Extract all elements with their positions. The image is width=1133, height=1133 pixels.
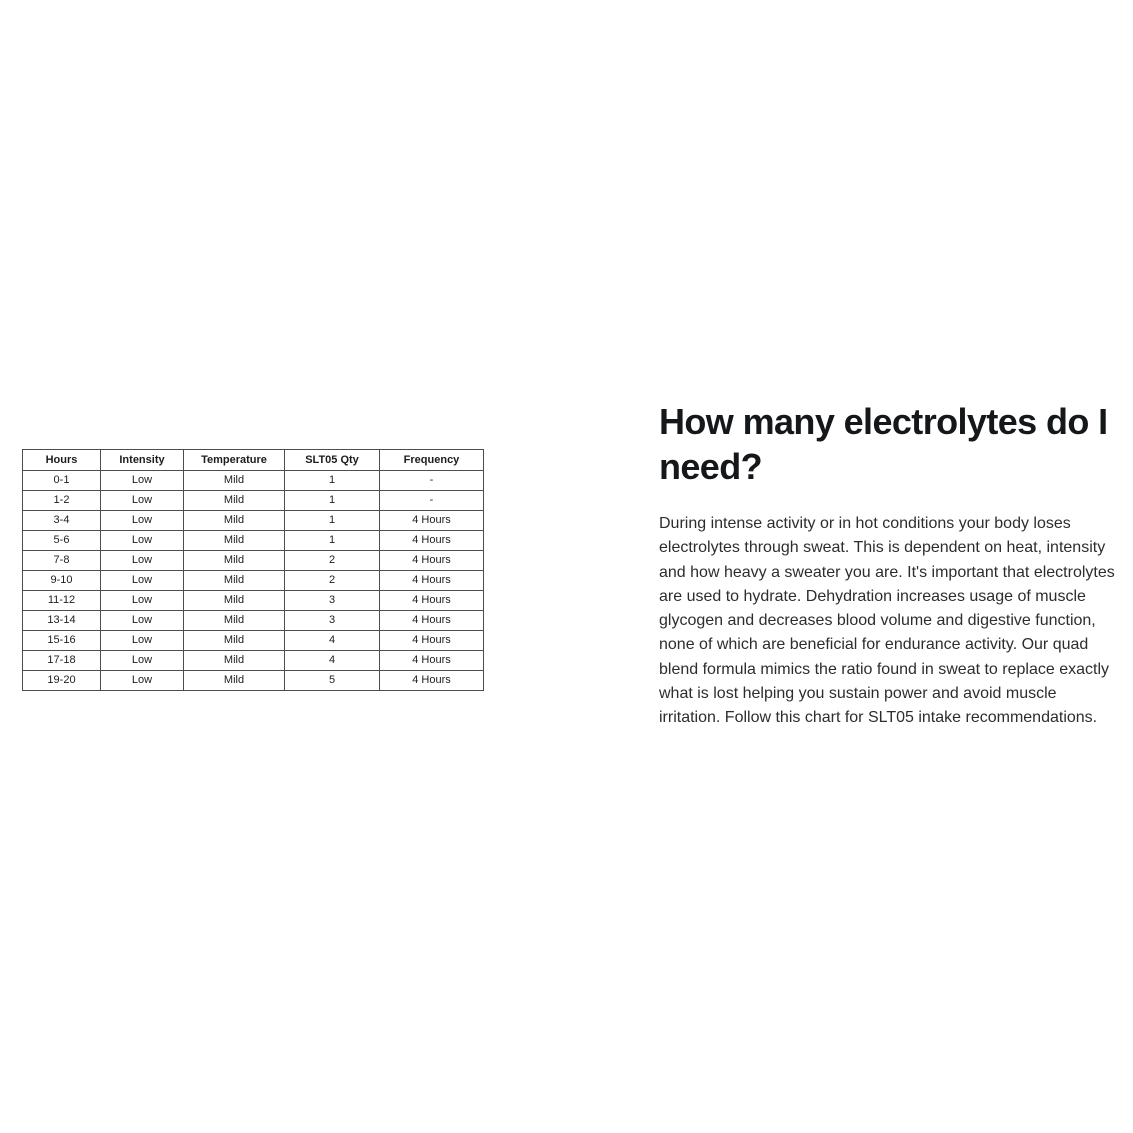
- table-cell: Low: [101, 571, 184, 591]
- table-cell: Low: [101, 531, 184, 551]
- table-cell: 9-10: [23, 571, 101, 591]
- table-cell: Mild: [184, 571, 285, 591]
- table-row: [23, 591, 484, 611]
- table-cell: 3-4: [23, 511, 101, 531]
- table-cell: 4: [285, 631, 380, 651]
- column-header: Temperature: [184, 450, 285, 471]
- table-cell: Low: [101, 591, 184, 611]
- column-header: SLT05 Qty: [285, 450, 380, 471]
- table-cell: Low: [101, 491, 184, 511]
- table-cell: 1: [285, 531, 380, 551]
- table-cell: 1-2: [23, 491, 101, 511]
- table-cell: 5: [285, 671, 380, 691]
- table-cell: 2: [285, 551, 380, 571]
- column-header: Hours: [23, 450, 101, 471]
- table-row: [23, 531, 484, 551]
- table-cell: Low: [101, 671, 184, 691]
- table-row: [23, 551, 484, 571]
- table-cell: 17-18: [23, 651, 101, 671]
- table-row: [23, 611, 484, 631]
- table-cell: 11-12: [23, 591, 101, 611]
- table-cell: 4 Hours: [380, 551, 484, 571]
- intake-table-section: [22, 449, 484, 691]
- table-cell: 13-14: [23, 611, 101, 631]
- table-cell: Mild: [184, 671, 285, 691]
- table-cell: 3: [285, 591, 380, 611]
- table-cell: 5-6: [23, 531, 101, 551]
- table-row: [23, 631, 484, 651]
- intake-table: [22, 449, 484, 691]
- table-cell: Mild: [184, 611, 285, 631]
- table-cell: 15-16: [23, 631, 101, 651]
- table-cell: Mild: [184, 491, 285, 511]
- section-body: During intense activity or in hot conditions your body loses electrolytes through sweat. This is dependent on heat, intensity and how heavy a sweater you are. It's important that electrolytes are used to hydrate. Dehydration increases usage of muscle glycogen and decreases blood volume and digestive function, none of which are beneficial for endurance activity. Our quad blend formula mimics the ratio found in sweat to replace exactly what is lost helping you sustain power and avoid muscle irritation. Follow this chart for SLT05 intake recommendations.: [659, 515, 1115, 727]
- table-cell: Low: [101, 471, 184, 491]
- table-cell: 1: [285, 511, 380, 531]
- table-cell: 19-20: [23, 671, 101, 691]
- table-row: [23, 491, 484, 511]
- table-cell: Low: [101, 511, 184, 531]
- table-cell: 0-1: [23, 471, 101, 491]
- table-cell: Mild: [184, 511, 285, 531]
- table-cell: 2: [285, 571, 380, 591]
- column-header: Intensity: [101, 450, 184, 471]
- table-header-row: [23, 450, 484, 471]
- table-cell: Mild: [184, 471, 285, 491]
- table-row: [23, 651, 484, 671]
- table-cell: 1: [285, 491, 380, 511]
- column-header: Frequency: [380, 450, 484, 471]
- table-cell: Low: [101, 611, 184, 631]
- table-cell: Mild: [184, 591, 285, 611]
- table-cell: Low: [101, 551, 184, 571]
- table-cell: 4 Hours: [380, 511, 484, 531]
- table-row: [23, 571, 484, 591]
- table-cell: 4 Hours: [380, 631, 484, 651]
- table-row: [23, 511, 484, 531]
- table-cell: Mild: [184, 651, 285, 671]
- table-row: [23, 471, 484, 491]
- table-cell: 4 Hours: [380, 671, 484, 691]
- table-body: [23, 471, 484, 691]
- table-cell: 4 Hours: [380, 591, 484, 611]
- text-section: [659, 399, 1133, 731]
- table-cell: 4: [285, 651, 380, 671]
- table-row: [23, 671, 484, 691]
- table-cell: Low: [101, 651, 184, 671]
- table-cell: 4 Hours: [380, 531, 484, 551]
- table-cell: -: [380, 471, 484, 491]
- table-cell: 4 Hours: [380, 651, 484, 671]
- section-heading: How many electrolytes do I need?: [659, 401, 1108, 487]
- table-cell: Mild: [184, 551, 285, 571]
- table-cell: Low: [101, 631, 184, 651]
- table-cell: 7-8: [23, 551, 101, 571]
- table-cell: Mild: [184, 531, 285, 551]
- table-cell: 4 Hours: [380, 571, 484, 591]
- table-cell: 1: [285, 471, 380, 491]
- table-cell: 3: [285, 611, 380, 631]
- table-cell: 4 Hours: [380, 611, 484, 631]
- table-cell: -: [380, 491, 484, 511]
- table-cell: Mild: [184, 631, 285, 651]
